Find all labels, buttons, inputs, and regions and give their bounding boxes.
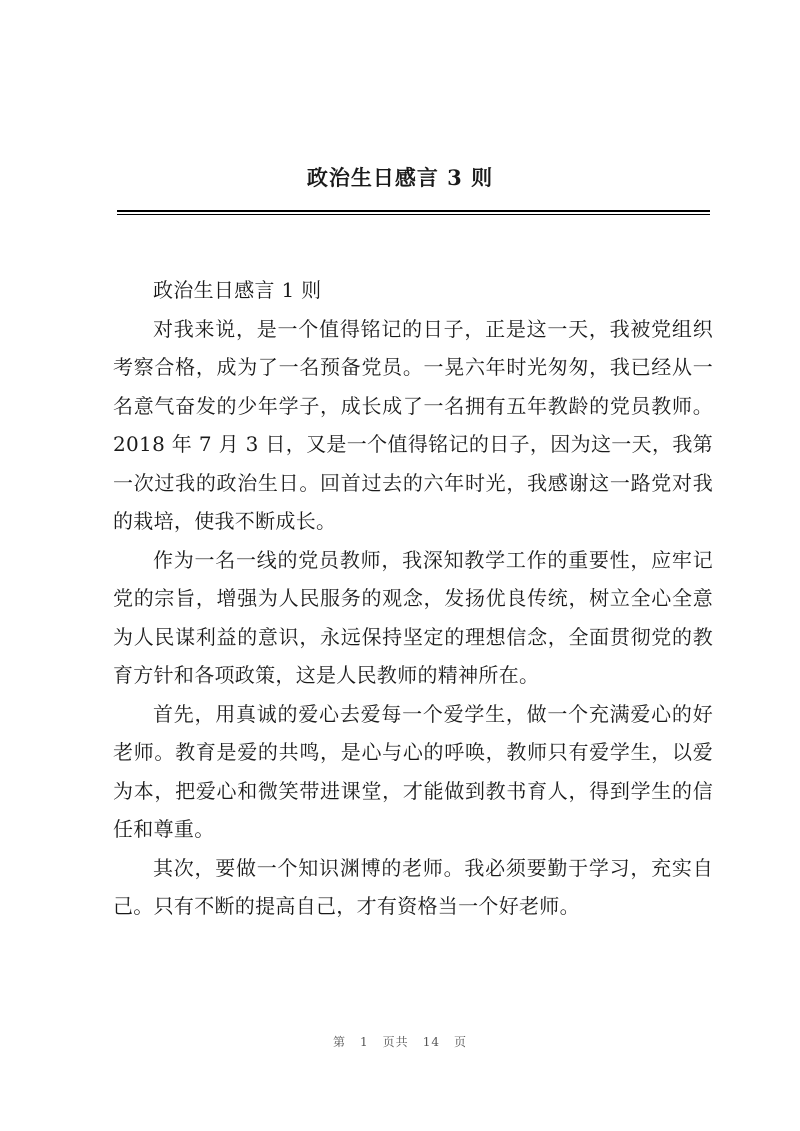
page-footer	[0, 1033, 800, 1050]
title-divider-thin	[117, 214, 710, 215]
footer-suffix: 页	[453, 1035, 467, 1049]
paragraph: 对我来说，是一个值得铭记的日子，正是这一天，我被党组织考察合格，成为了一名预备党员。一晃六年时光匆匆，我已经从一名意气奋发的少年学子，成长成了一名拥有五年教龄的党员教师。2018 年 7 月 3 日，又是一个值得铭记的日子，因为这一天，我第一次过我的政治生日。回首过去的六年时光，我感谢这一路党对我的栽培，使我不断成长。	[113, 316, 713, 533]
paragraph: 首先，用真诚的爱心去爱每一个爱学生，做一个充满爱心的好老师。教育是爱的共鸣，是心与心的呼唤，教师只有爱学生，以爱为本，把爱心和微笑带进课堂，才能做到教书育人，得到学生的信任和尊重。	[113, 701, 713, 841]
paragraph: 作为一名一线的党员教师，我深知教学工作的重要性，应牢记党的宗旨，增强为人民服务的观念，发扬优良传统，树立全心全意为人民谋利益的意识，永远保持坚定的理想信念，全面贯彻党的教育方针和各项政策，这是人民教师的精神所在。	[113, 547, 713, 687]
document-body	[113, 271, 713, 926]
footer-prefix: 第	[333, 1035, 347, 1049]
paragraph: 其次，要做一个知识渊博的老师。我必须要勤于学习，充实自己。只有不断的提高自己，才有资格当一个好老师。	[113, 855, 713, 918]
footer-middle: 页共	[382, 1035, 409, 1049]
section-heading: 政治生日感言 1 则	[153, 278, 322, 302]
page-title: 政治生日感言 3 则	[306, 165, 494, 190]
footer-current-page: 1	[360, 1035, 369, 1049]
title-divider	[117, 210, 710, 212]
footer-total-pages: 14	[422, 1035, 440, 1049]
